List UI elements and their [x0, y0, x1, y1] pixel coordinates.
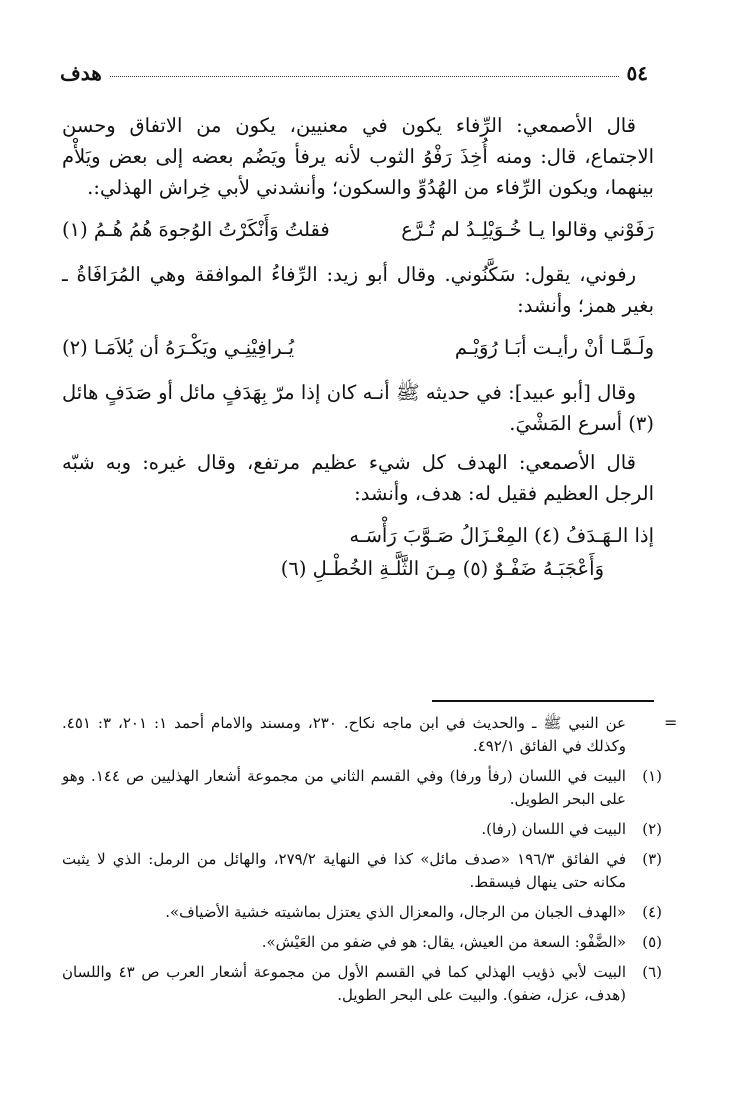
verse-3-first-hemistich: إذا الـهَـدَفُ (٤) المِعْـزَالُ صَـوَّبَ رَأْسَـه	[349, 524, 654, 547]
paragraph-3: وقال [أبو عبيد]: في حديثه ﷺ أنـه كان إذا مرّ بِهَدَفٍ مائل أو صَدَفٍ هائل (٣) أسرع المَشْيَ.	[62, 381, 654, 435]
footnote-key: (٢)	[642, 820, 662, 838]
footnote-text: البيت في اللسان (رفا).	[481, 820, 626, 838]
verse-2-first-hemistich: ولَـمَّـا أنْ رأيـت أبَـا رُوَيْـم	[454, 336, 654, 359]
footnote-text: البيت لأبي ذؤيب الهذلي كما في القسم الأول من مجموعة أشعار العرب ص ٤٣ واللسان (هدف، عزل، ضفو). والبيت على البحر الطويل.	[62, 963, 626, 1004]
footnote-item	[62, 818, 662, 841]
verse-2	[62, 333, 654, 363]
footnote-text: «الضَّفْو: السعة من العيش، يقال: هو في ضفو من العَيْش».	[261, 933, 626, 951]
footnote-item	[62, 712, 662, 758]
footnote-text: البيت في اللسان (رفأ ورفا) وفي القسم الثاني من مجموعة أشعار الهذليين ص ١٤٤. وهو على البحر الطويل.	[62, 767, 626, 808]
verse-1	[62, 215, 654, 245]
verse-3-second-hemistich: وَأَعْجَبَـهُ ضَفْـوٌ (٥) مِـنَ الثَّلَّـةِ الخُطْـلِ (٦)	[280, 557, 604, 580]
footnote-text: عن النبي ﷺ ـ والحديث في ابن ماجه نكاح. ٢٣٠، ومسند والامام أحمد ١: ٢٠١، ٣: ٤٥١. وكذلك في الفائق ٤٩٢/١.	[62, 714, 627, 755]
paragraph-2: رفوني، يقول: سَكَّنُوني. وقال أبو زيد: الرِّفاءُ الموافقة وهي المُرَافَاةُ ـ بغير همز؛ وأنشد:	[62, 263, 654, 317]
footnote-item	[62, 931, 662, 954]
header-title: هدف	[60, 61, 102, 85]
footnotes	[62, 712, 662, 1014]
footnote-separator	[432, 700, 654, 702]
footnote-text: في الفائق ١٩٦/٣ «صدف مائل» كذا في النهاية ٢٧٩/٢، والهائل من الرمل: الذي لا يثبت مكانه حتى ينهال فيسقط.	[62, 850, 626, 891]
footnote-item	[62, 848, 662, 894]
footnote-continuation-marker: =	[664, 713, 678, 732]
footnote-item	[62, 765, 662, 811]
footnote-key: (٥)	[642, 933, 662, 951]
verse-1-first-hemistich: رَفَوْني وقالوا يـا خُـوَيْلِـدُ لم تُـرَّع	[401, 218, 654, 241]
paragraph-1: قال الأصمعي: الرِّفاء يكون في معنيين، يكون من الاتفاق وحسن الاجتماع، قال: ومنه أُخِذَ رَفْوُ الثوب لأنه يرفأ ويَضُم بعضه إلى بعض ويَلأْم بينهما، ويكون الرِّفاء من الهُدُوِّ والسكون؛ وأنشدني لأبي خِراش الهذلي:.	[62, 114, 654, 199]
footnote-key: (٤)	[642, 903, 662, 921]
verse-1-second-hemistich: فقلتُ وَأَنْكَرْتُ الوُجوهَ هُمُ هُـمُ (١)	[62, 218, 330, 241]
footnote-item	[62, 901, 662, 924]
footnote-item	[62, 961, 662, 1007]
main-text	[62, 110, 654, 585]
footnote-key: (٣)	[642, 850, 662, 868]
page-number: ٥٤	[626, 61, 648, 85]
header-leader-dots	[110, 76, 619, 77]
footnote-text: «الهدف الجبان من الرجال، والمعزال الذي يعتزل بماشيته خشية الأضياف».	[165, 903, 626, 921]
footnote-key	[626, 712, 662, 758]
footnote-key: (٦)	[642, 963, 662, 981]
paragraph-4: قال الأصمعي: الهدف كل شيء عظيم مرتفع، وقال غيره: وبه شبّه الرجل العظيم فقيل له: هدف، وأنشد:	[62, 451, 654, 505]
verse-2-second-hemistich: يُـرافِيْنِـي ويَكْـرَهُ أن يُلاَمَـا (٢)	[62, 336, 295, 359]
footnote-key: (١)	[642, 767, 662, 785]
running-header	[60, 58, 648, 88]
